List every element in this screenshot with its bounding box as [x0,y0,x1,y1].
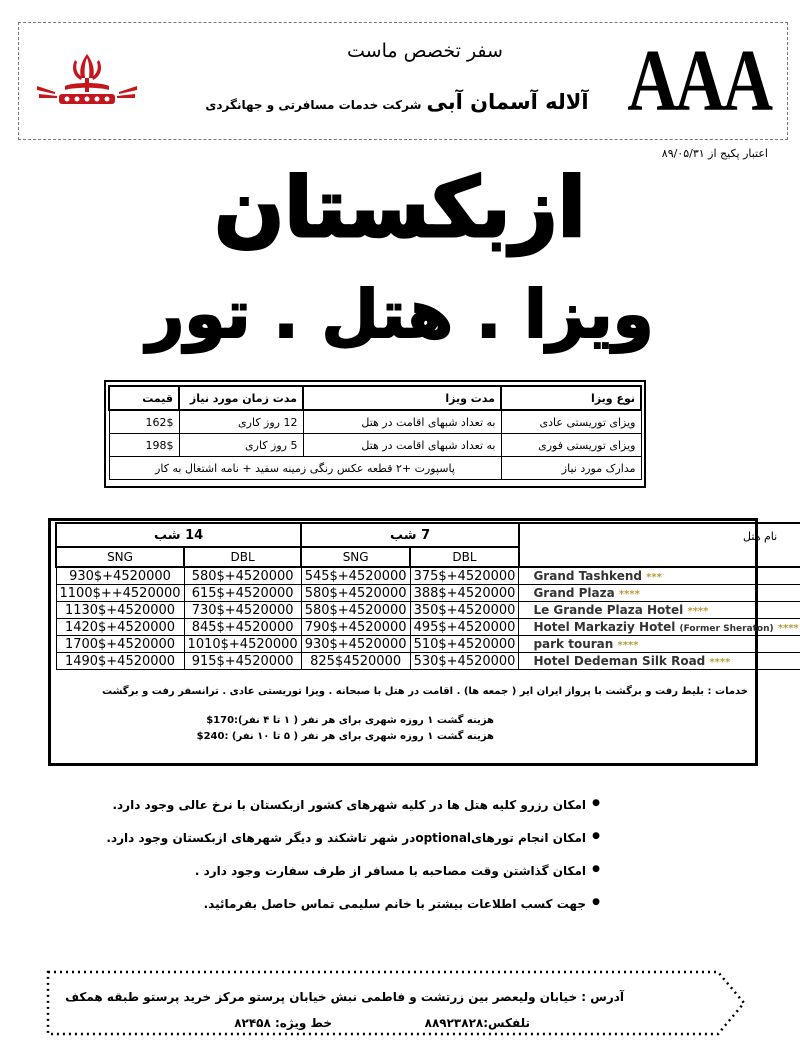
visa-type: ویزای توریستی فوری [501,434,641,457]
hotel-header-row [56,523,800,547]
hotel-name-header: نام هتل [519,523,800,567]
visa-col-processing: مدت زمان مورد نیاز [179,386,303,410]
tour-price-large-group: هزینه گشت ۱ روزه شهری برای هر نفر ( ۵ تا ۱۰ نفر) :240$ [196,731,494,742]
nights-7-header: 7 شب [301,523,519,547]
hotel-name-text: Grand Plaza [533,586,615,600]
hotel-name [519,636,800,653]
hotel-stars: **** [617,640,639,651]
hotel-name-text: Grand Tashkend [533,569,642,583]
page-title: ازبکستان [214,161,586,256]
company-prefix: شرکت خدمات مسافرتی و جهانگردی [205,98,422,112]
nights-14-header: 14 شب [56,523,301,547]
hotel-stars: **** [777,623,799,634]
price-dbl7: 510$+4520000 [410,636,519,653]
dbl14-header: DBL [184,547,301,567]
tour-price-small-group: هزینه گشت ۱ روزه شهری برای هر نفر ( ۱ تا ۴ نفر):170$ [206,715,494,726]
price-sng7: 580$+4520000 [301,585,410,602]
visa-duration: به تعداد شبهای اقامت در هتل [303,410,501,434]
visa-col-type: نوع ویزا [501,386,641,410]
price-dbl14: 915$+4520000 [184,653,301,670]
table-row [109,410,641,434]
docs-label: مدارک مورد نیاز [501,457,641,480]
price-dbl7: 350$+4520000 [410,602,519,619]
hotel-name [519,653,800,670]
sng14-header: SNG [56,547,184,567]
price-sng14: 1130$+4520000 [56,602,184,619]
footer-telfax: تلفکس:۸۸۹۲۳۸۲۸ [424,1016,530,1030]
table-row [56,619,800,636]
table-row [109,457,641,480]
hotel-stars: **** [687,606,709,617]
hotel-table [55,522,800,670]
tagline: سفر تخصص ماست [347,40,503,62]
price-dbl7: 495$+4520000 [410,619,519,636]
hotel-note: (Former Sheraton) [679,624,774,634]
table-row [56,636,800,653]
price-sng7: 545$+4520000 [301,567,410,585]
price-sng14: 1420$+4520000 [56,619,184,636]
hotel-name [519,602,800,619]
price-sng14: 1490$+4520000 [56,653,184,670]
list-item: ● جهت کسب اطلاعات بیشتر با خانم سلیمی تماس حاصل بفرمائید. [40,897,600,911]
brand-logo-text: AAA [627,33,770,130]
price-dbl14: 730$+4520000 [184,602,301,619]
visa-price: 198$ [109,434,179,457]
hotel-name-text: Le Grande Plaza Hotel [533,603,684,617]
tulip-logo-icon [35,50,140,112]
hotel-name-text: Hotel Markaziy Hotel [533,620,676,634]
hotel-name-text: Hotel Dedeman Silk Road [533,654,706,668]
visa-col-duration: مدت ویزا [303,386,501,410]
price-sng7: 825$4520000 [301,653,410,670]
price-sng7: 930$+4520000 [301,636,410,653]
table-row [109,434,641,457]
table-row [56,585,800,602]
dbl7-header: DBL [410,547,519,567]
visa-processing: 5 روز کاری [179,434,303,457]
visa-duration: به تعداد شبهای اقامت در هتل [303,434,501,457]
price-dbl7: 388$+4520000 [410,585,519,602]
validity-date: اعتبار پکیج از ۸۹/۰۵/۳۱ [661,147,768,160]
sng7-header: SNG [301,547,410,567]
services-note: خدمات : بلیط رفت و برگشت با پرواز ایران ایر ( جمعه ها) . اقامت در هتل با صبحانه . ویزا توریستی عادی . ترانسفر رفت و برگشت [102,686,748,697]
price-sng7: 790$+4520000 [301,619,410,636]
visa-col-price: قیمت [109,386,179,410]
price-dbl7: 375$+4520000 [410,567,519,585]
hotel-stars: *** [646,572,662,583]
table-row [56,602,800,619]
list-item: ● امکان رزرو کلیه هتل ها در کلیه شهرهای کشور ازبکستان با نرخ عالی وجود دارد. [40,798,600,812]
price-sng7: 580$+4520000 [301,602,410,619]
visa-processing: 12 روز کاری [179,410,303,434]
table-row [56,567,800,585]
price-dbl14: 615$+4520000 [184,585,301,602]
hotel-stars: **** [709,657,731,668]
hotel-name [519,567,800,585]
table-row [56,653,800,670]
price-dbl14: 845$+4520000 [184,619,301,636]
visa-header-row [109,386,641,410]
price-sng14: 1100$++4520000 [56,585,184,602]
visa-table [108,385,642,480]
list-item: ● امکان گذاشتن وقت مصاحبه با مسافر از طرف سفارت وجود دارد . [40,864,600,878]
footer-address: آدرس : خیابان ولیعصر بین زرتشت و فاطمی نبش خیابان پرستو مرکز خرید پرستو طبقه همکف [65,990,624,1004]
visa-type: ویزای توریستی عادی [501,410,641,434]
price-dbl14: 1010$+4520000 [184,636,301,653]
price-sng14: 1700$+4520000 [56,636,184,653]
page-subtitle: ویزا . هتل . تور [146,276,654,353]
company-name [190,90,610,114]
docs-value: پاسپورت +۲ قطعه عکس رنگی زمینه سفید + نامه اشتغال به کار [109,457,501,480]
visa-price: 162$ [109,410,179,434]
hotel-name-text: park touran [533,637,614,651]
company-brand-name: آلاله آسمان آبی [426,90,589,114]
hotel-name [519,585,800,602]
list-item: ● امکان انجام تورهایoptionalدر شهر تاشکند و دیگر شهرهای ازبکستان وجود دارد. [40,831,600,845]
hotel-stars: **** [618,589,640,600]
price-dbl14: 580$+4520000 [184,567,301,585]
footer-hotline: خط ویژه: ۸۲۴۵۸ [234,1016,332,1030]
info-bullet-list [40,798,600,930]
price-sng14: 930$+4520000 [56,567,184,585]
price-dbl7: 530$+4520000 [410,653,519,670]
hotel-name [519,619,800,636]
